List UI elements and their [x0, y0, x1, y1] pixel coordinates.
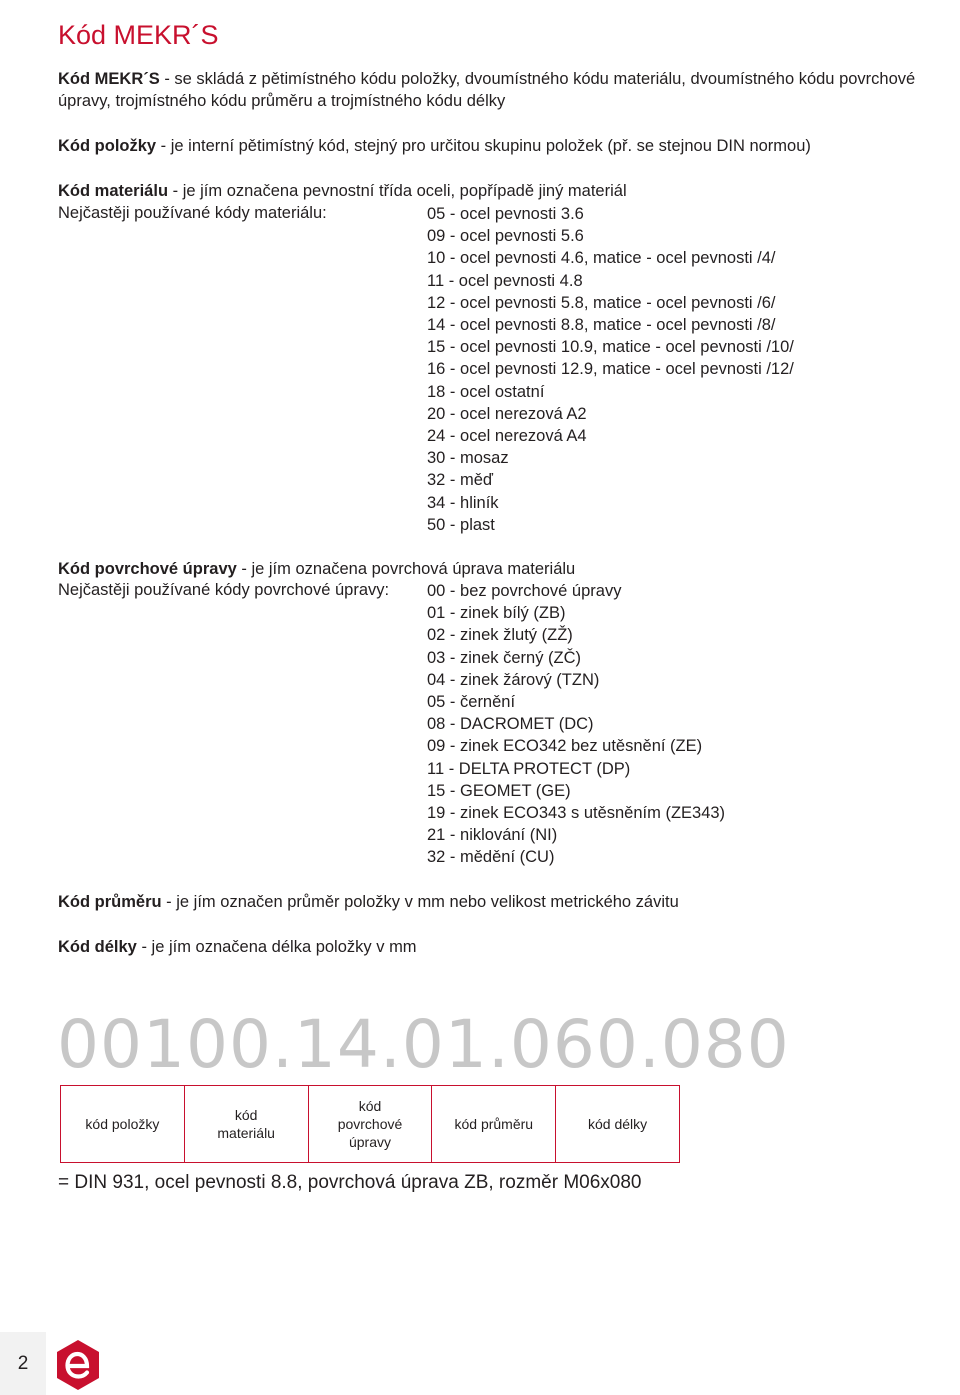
material-code-item: 16 - ocel pevnosti 12.9, matice - ocel pevnosti /12/ [427, 360, 794, 379]
cell-kod-delky: kód délky [588, 1116, 648, 1132]
povrch-code-item: 03 - zinek černý (ZČ) [427, 648, 582, 667]
povrch-code-item: 21 - niklování (NI) [427, 826, 558, 845]
povrch-code-item: 01 - zinek bílý (ZB) [427, 604, 566, 623]
prumer-term: Kód průměru [58, 893, 162, 911]
material-text: - je jím označena pevnostní třída oceli, popřípadě jiný materiál [168, 182, 627, 200]
material-code-item: 24 - ocel nerezová A4 [427, 427, 587, 446]
povrch-code-item: 19 - zinek ECO343 s utěsněním (ZE343) [427, 804, 726, 823]
cell-kod-prumeru: kód průměru [432, 1086, 556, 1162]
povrch-code-list [427, 580, 725, 869]
povrch-code-item: 02 - zinek žlutý (ZŽ) [427, 626, 573, 645]
material-code-item: 05 - ocel pevnosti 3.6 [427, 205, 584, 223]
material-code-item: 12 - ocel pevnosti 5.8, matice - ocel pevnosti /6/ [427, 293, 776, 312]
povrch-code-item: 11 - DELTA PROTECT (DP) [427, 759, 631, 778]
intro-term: Kód MEKR´S [58, 70, 160, 88]
material-code-list [427, 203, 794, 536]
cell-kod-materialu: kód materiálu [185, 1086, 309, 1162]
povrch-code-item: 15 - GEOMET (GE) [427, 781, 571, 800]
page-title: Kód MEKR´S [58, 20, 219, 51]
intro-text-2: úpravy, trojmístného kódu průměru a trojmístného kódu délky [58, 92, 506, 110]
polozka-text: - je interní pětimístný kód, stejný pro určitou skupinu položek (př. se stejnou DIN normou) [156, 137, 811, 155]
prumer-text: - je jím označen průměr položky v mm nebo velikost metrického závitu [161, 893, 679, 911]
povrch-code-item: 00 - bez povrchové úpravy [427, 582, 622, 600]
delka-paragraph [58, 936, 417, 958]
material-code-item: 11 - ocel pevnosti 4.8 [427, 271, 583, 290]
povrch-code-item: 04 - zinek žárový (TZN) [427, 670, 600, 689]
prumer-paragraph [58, 891, 679, 913]
material-code-item: 10 - ocel pevnosti 4.6, matice - ocel pevnosti /4/ [427, 249, 776, 268]
povrch-code-item: 09 - zinek ECO342 bez utěsnění (ZE) [427, 737, 703, 756]
delka-text: - je jím označena délka položky v mm [136, 938, 417, 956]
material-code-item: 09 - ocel pevnosti 5.6 [427, 227, 584, 246]
povrch-term: Kód povrchové úpravy [58, 560, 237, 578]
povrch-code-item: 08 - DACROMET (DC) [427, 715, 594, 734]
material-code-item: 32 - měď [427, 471, 494, 490]
povrch-codes-label: Nejčastěji používané kódy povrchové úpravy: [58, 581, 390, 599]
page-number: 2 [0, 1332, 46, 1395]
material-code-item: 30 - mosaz [427, 449, 509, 468]
material-code-item: 20 - ocel nerezová A2 [427, 404, 587, 423]
polozka-term: Kód položky [58, 137, 157, 155]
material-code-item: 14 - ocel pevnosti 8.8, matice - ocel pevnosti /8/ [427, 316, 776, 335]
material-code-item: 15 - ocel pevnosti 10.9, matice - ocel pevnosti /10/ [427, 338, 794, 357]
material-code-item: 34 - hliník [427, 493, 499, 512]
e-logo-icon [54, 1339, 102, 1391]
cell-kod-povrchove-upravy: kód povrchové úpravy [309, 1086, 433, 1162]
delka-term: Kód délky [58, 938, 137, 956]
intro-text-1: - se skládá z pětimístného kódu položky, dvoumístného kódu materiálu, dvoumístného kódu povrchové [159, 70, 916, 88]
povrch-code-item: 05 - černění [427, 693, 516, 712]
material-paragraph [58, 180, 627, 202]
intro-paragraph [58, 68, 915, 112]
example-code: 00100.14.01.060.080 [57, 1006, 790, 1083]
material-term: Kód materiálu [58, 182, 169, 200]
code-breakdown-table [60, 1085, 680, 1163]
cell-kod-polozky: kód položky [61, 1086, 185, 1162]
povrch-paragraph [58, 558, 575, 580]
material-code-item: 18 - ocel ostatní [427, 382, 545, 401]
povrch-code-item: 32 - mědění (CU) [427, 848, 555, 867]
material-code-item: 50 - plast [427, 515, 495, 534]
povrch-text: - je jím označena povrchová úprava materiálu [236, 560, 576, 578]
example-result: = DIN 931, ocel pevnosti 8.8, povrchová úprava ZB, rozměr M06x080 [58, 1172, 642, 1193]
material-codes-label: Nejčastěji používané kódy materiálu: [58, 204, 327, 222]
polozka-paragraph [58, 135, 811, 157]
